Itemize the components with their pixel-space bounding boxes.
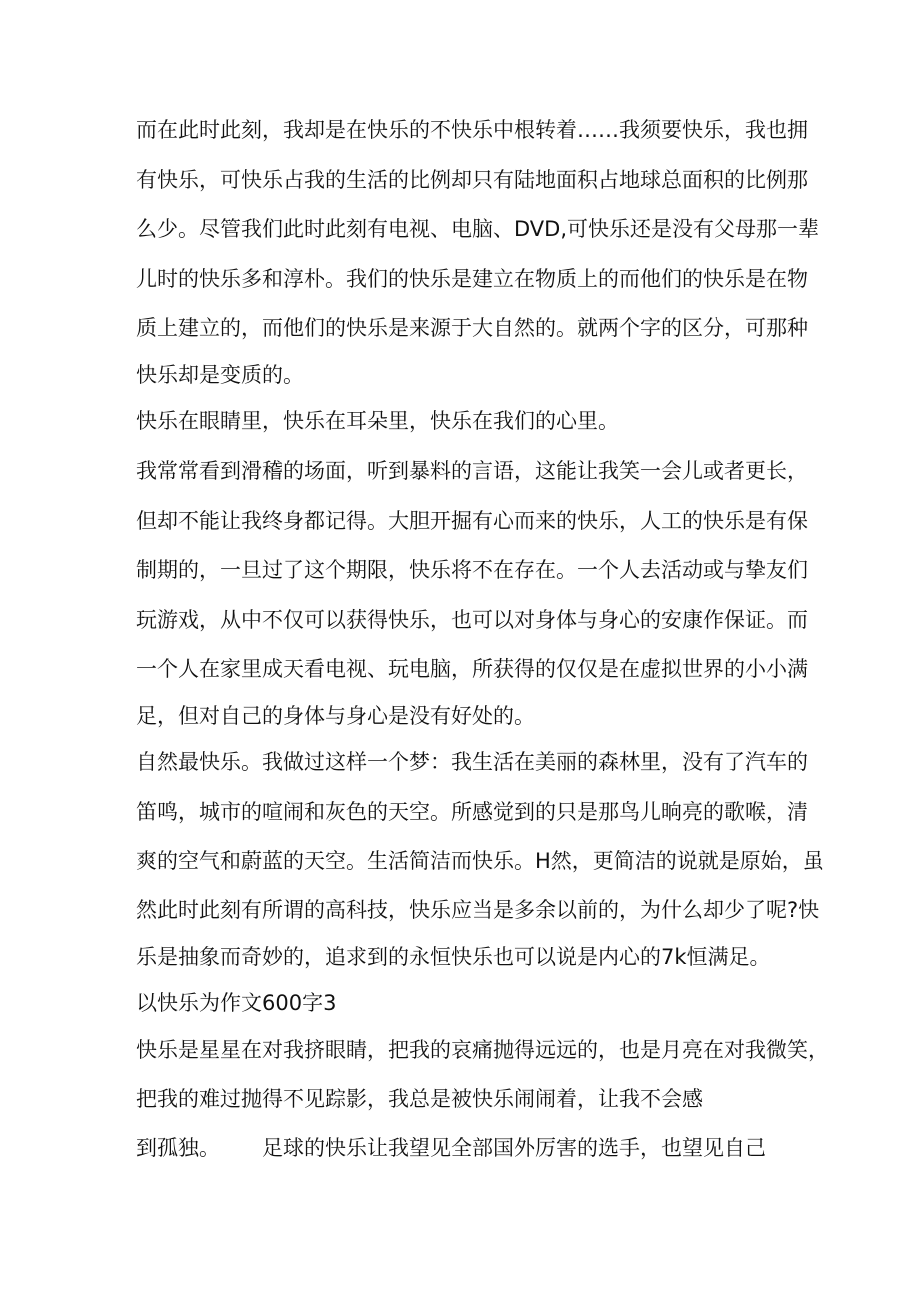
text-line: 快乐在眼睛里，快乐在耳朵里，快乐在我们的心里。 bbox=[136, 409, 619, 433]
text-line: 足，但对自己的身体与身心是没有好处的。 bbox=[136, 704, 535, 728]
text-line: 儿时的快乐多和淳朴。我们的快乐是建立在物质上的而他们的快乐是在物 bbox=[136, 267, 808, 291]
text-line: 而在此时此刻，我却是在快乐的不快乐中根转着……我须要快乐，我也拥 bbox=[136, 118, 808, 142]
text-line: 笛鸣，城市的喧闹和灰色的天空。所感觉到的只是那鸟儿晌亮的歌喉，清 bbox=[136, 800, 808, 824]
text-segment: 足球的快乐让我望见全部国外厉害的选手，也望见自己 bbox=[262, 1136, 766, 1160]
text-line: 快乐是星星在对我挤眼睛，把我的哀痛抛得远远的，也是月亮在对我微笑， bbox=[136, 1038, 829, 1062]
text-line: 制期的，一旦过了这个期限，快乐将不在存在。一个人去活动或与挚友们 bbox=[136, 558, 808, 582]
text-line: 乐是抽象而奇妙的，追求到的永恒快乐也可以说是内心的7k恒满足。 bbox=[136, 945, 771, 969]
text-line: 我常常看到滑稽的场面，听到暴料的言语，这能让我笑一会儿或者更长， bbox=[136, 459, 808, 483]
text-line: 然此时此刻有所谓的高科技，快乐应当是多余以前的，为什么却少了呢?快 bbox=[136, 898, 820, 922]
section-heading: 以快乐为作文600字3 bbox=[136, 991, 337, 1015]
text-line: 质上建立的，而他们的快乐是来源于大自然的。就两个字的区分，可那种 bbox=[136, 316, 808, 340]
text-line: 自然最快乐。我做过这样一个梦：我生活在美丽的森林里，没有了汽车的 bbox=[136, 750, 808, 774]
text-line bbox=[136, 1133, 766, 1163]
text-line: 快乐却是变质的。 bbox=[136, 363, 304, 387]
text-line: 有快乐，可快乐占我的生活的比例却只有陆地面积占地球总面积的比例那 bbox=[136, 168, 808, 192]
text-line: 爽的空气和蔚蓝的天空。生活简洁而快乐。H然，更简洁的说就是原始，虽 bbox=[136, 849, 824, 873]
text-line: 把我的难过抛得不见踪影，我总是被快乐闹闹着，让我不会感 bbox=[136, 1087, 703, 1111]
text-line: 但却不能让我终身都记得。大胆开掘有心而来的快乐，人工的快乐是有保 bbox=[136, 509, 808, 533]
text-segment: 到孤独。 bbox=[136, 1136, 220, 1160]
text-line: 玩游戏，从中不仅可以获得快乐，也可以对身体与身心的安康作保证。而 bbox=[136, 608, 808, 632]
text-line: 么少。尽管我们此时此刻有电视、电脑、DVD,可快乐还是没有父母那一辈 bbox=[136, 217, 820, 241]
text-line: 一个人在家里成天看电视、玩电脑，所获得的仅仅是在虚拟世界的小小满 bbox=[136, 657, 808, 681]
